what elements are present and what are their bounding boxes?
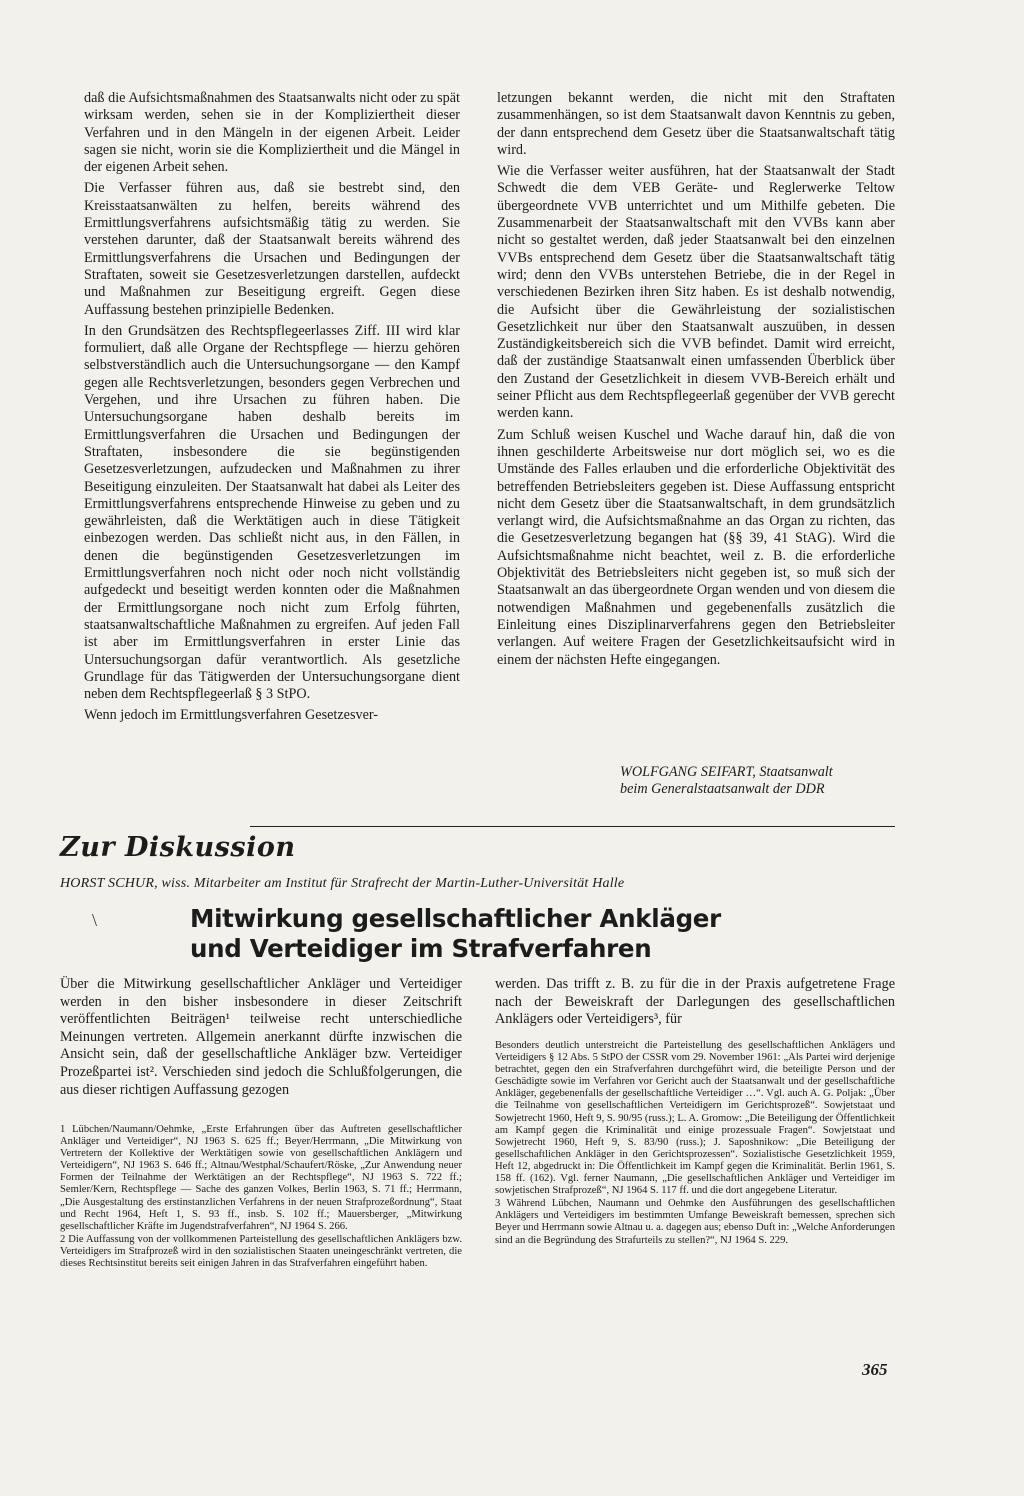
- footnote: 3 Während Lübchen, Naumann und Oehmke den Ausführungen des gesellschaftlichen Anklägers und Verteidigers im bestimmten Umfange Beweiskraft bemessen, sprechen sich Beyer und Herrmann sowie Altnau u. a. dagegen aus; ebenso Duft in: „Welche Anforderungen sind an die Begründung des Strafurteils zu stellen?“, NJ 1964 S. 229.: [495, 1198, 895, 1246]
- article-title: [190, 904, 890, 964]
- article-body-right: [495, 976, 895, 1033]
- footnotes-left: [60, 1124, 462, 1271]
- paragraph: Wie die Verfasser weiter ausführen, hat der Staatsanwalt der Stadt Schwedt die dem VEB Geräte- und Reglerwerke Teltow übergeordnete VVB unterrichtet und um Mithilfe gebeten. Die Zusammenarbeit der Staatsanwaltschaft mit den VVBs kann aber nicht so gestaltet werden, daß jeder Staatsanwalt bei den einzelnen VVBs entsprechend dem Gesetz über die Staatsanwaltschaft tätig wird; denn den VVBs unterstehen Betriebe, die in der Regel in verschiedenen Bezirken ihren Sitz haben. Es ist deshalb notwendig, die Aufsicht über die Gewährleistung der sozialistischen Gesetzlichkeit nur über den Staatsanwalt auszuüben, in dessen Zuständigkeitsbereich sich die VVB befindet. Damit wird erreicht, daß der zuständige Staatsanwalt einen umfassenden Überblick über den Zustand der Gesetzlichkeit in diesem VVB-Bereich erhält und seiner Pflicht aus dem Rechtspflegeerlaß gegenüber der VVB gerecht werden kann.: [497, 163, 895, 422]
- article-author-line: HORST SCHUR, wiss. Mitarbeiter am Institut für Strafrecht der Martin-Luther-Universität Halle: [60, 876, 625, 891]
- page-number: 365: [862, 1360, 888, 1379]
- signature-name: WOLFGANG SEIFART, Staatsanwalt: [620, 764, 833, 780]
- paragraph: Wenn jedoch im Ermittlungsverfahren Gesetzesver-: [84, 707, 379, 724]
- section-heading: Zur Diskussion: [60, 832, 296, 863]
- paragraph: Die Verfasser führen aus, daß sie bestrebt sind, den Kreisstaatsanwälten zu helfen, bereits während des Ermittlungsverfahrens aufsichtsmäßig tätig zu werden. Sie verstehen darunter, daß der Staatsanwalt bereits während des Ermittlungsverfahrens die Ursachen und Bedingungen der Straftaten, soweit sie Gesetzesverletzungen darstellen, aufdeckt und Maßnahmen zur Beseitigung ergreift. Gegen diese Auffassung bestehen prinzipielle Bedenken.: [84, 180, 460, 318]
- author-signature: [620, 764, 895, 799]
- paragraph: Über die Mitwirkung gesellschaftlicher Ankläger und Verteidiger werden in den bisher insbesondere in dieser Zeitschrift veröffentlichten Beiträgen¹ teilweise recht unterschiedliche Meinungen vertreten. Allgemein anerkannt dürfte inzwischen die Ansicht sein, daß der gesellschaftliche Ankläger bzw. Verteidiger Prozeßpartei ist². Verschieden sind jedoch die Schlußfolgerungen, die aus dieser richtigen Auffassung gezogen: [60, 976, 462, 1098]
- section-divider: [250, 826, 895, 827]
- footnote: 1 Lübchen/Naumann/Oehmke, „Erste Erfahrungen über das Auftreten gesellschaftlicher Ankläger und Verteidiger“, NJ 1963 S. 625 ff.; Beyer/Herrmann, „Die Mitwirkung von Vertretern der Kollektive der Werktätigen sowie von gesellschaftlichen Anklägern und Verteidigern“, NJ 1963 S. 646 ff.; Altnau/Westphal/Schaufert/Röske, „Zur Anwendung neuer Formen der Teilnahme der Werktätigen an der Rechtspflege“, NJ 1963 S. 722 ff.; Semler/Kern, Rechtspflege — Sache des ganzen Volkes, Berlin 1963, S. 71 ff.; Herrmann, „Die Ausgestaltung des erstinstanzlichen Verfahrens in der neuen Strafprozeßordnung“, Staat und Recht 1964, Heft 1, S. 93 ff., insb. S. 102 ff.; Mauersberger, „Mitwirkung gesellschaftlicher Kräfte im Jugendstrafverfahren“, NJ 1964 S. 266.: [60, 1124, 462, 1232]
- article-title-line: und Verteidiger im Strafverfahren: [190, 934, 652, 963]
- signature-affiliation: beim Generalstaatsanwalt der DDR: [620, 781, 825, 798]
- article-body-left: [60, 976, 462, 1103]
- paragraph: daß die Aufsichtsmaßnahmen des Staatsanwalts nicht oder zu spät wirksam werden, sehen sie in der Kompliziertheit dieser Verfahren und in den Mängeln in der eigenen Arbeit. Leider sagen sie nicht, worin sie die Kompliziertheit und die Mängel in der eigenen Arbeit sehen.: [84, 90, 460, 176]
- paragraph: werden. Das trifft z. B. zu für die in der Praxis aufgetretene Frage nach der Beweiskraft der Darlegungen des gesellschaftlichen Anklägers oder Verteidigers³, für: [495, 976, 895, 1028]
- paragraph: letzungen bekannt werden, die nicht mit den Straftaten zusammenhängen, so ist dem Staatsanwalt davon Kenntnis zu geben, der dann entsprechend dem Gesetz über die Staatsanwaltschaft tätig wird.: [497, 90, 895, 158]
- paragraph: Zum Schluß weisen Kuschel und Wache darauf hin, daß die von ihnen geschilderte Arbeitsweise nur dort möglich sei, wo es die Umstände des Falles erlauben und die erforderliche Objektivität des betreffenden Betriebsleiters gegeben ist. Diese Auffassung entspricht nicht dem Gesetz über die Staatsanwaltschaft, in dem grundsätzlich verlangt wird, die Aufsichtsmaßnahme an das Organ zu richten, das die Gesetzesverletzung begangen hat (§§ 39, 41 StAG). Wird die Aufsichtsmaßnahme nicht beachtet, weil z. B. die erforderliche Objektivität des Betriebsleiters nicht gegeben ist, so muß sich der Staatsanwalt an das übergeordnete Organ wenden und von diesem die notwendigen Maßnahmen und gegebenenfalls zusätzlich die Einleitung eines Disziplinarverfahrens gegen den Betriebsleiter verlangen. Auf weitere Fragen der Gesetzlichkeitsaufsicht wird in einem der nächsten Hefte eingegangen.: [497, 426, 895, 668]
- footnotes-right: [495, 1040, 895, 1248]
- margin-mark: \: [92, 910, 98, 930]
- paragraph: In den Grundsätzen des Rechtspflegeerlasses Ziff. III wird klar formuliert, daß alle Organe der Rechtspflege — hierzu gehören selbstverständlich auch die Untersuchungsorgane — den Kampf gegen alle Rechtsverletzungen, besonders gegen Verbrechen und Vergehen, und ihre Ursachen zu führen haben. Die Untersuchungsorgane haben deshalb bereits im Ermittlungsverfahren die Ursachen und Bedingungen der Straftaten, insbesondere die sie begünstigenden Gesetzesverletzungen, aufzudecken und Maßnahmen zu ihrer Beseitigung einzuleiten. Der Staatsanwalt hat dabei als Leiter des Ermittlungsverfahrens entsprechende Hinweise zu geben und zu gewährleisten, daß die Werktätigen auch in diese Tätigkeit einbezogen werden. Das schließt nicht aus, in den Fällen, in denen die begünstigenden Gesetzesverletzungen im Ermittlungsverfahren noch nicht oder noch nicht vollständig aufgedeckt und beseitigt werden konnten oder die Maßnahmen der Ermittlungsorgane noch nicht zum Erfolg führten, staatsanwaltschaftliche Maßnahmen zu ergreifen. Auf jeden Fall ist aber im Ermittlungsverfahren in erster Linie das Untersuchungsorgan dafür verantwortlich. Als gesetzliche Grundlage für das Tätigwerden der Untersuchungsorgane dient neben dem Rechtspflegeerlaß § 3 StPO.: [84, 322, 460, 703]
- article-title-line: Mitwirkung gesellschaftlicher Ankläger: [190, 904, 721, 933]
- footnote: 2 Die Auffassung von der vollkommenen Parteistellung des gesellschaftlichen Anklägers bzw. Verteidigers im Strafprozeß wird in den sozialistischen Staaten uneingeschränkt vertreten, die dieses Rechtsinstitut bereits seit einigen Jahren in das Strafverfahren eingeführt haben.: [60, 1233, 462, 1270]
- top-left-column: [84, 90, 460, 729]
- top-right-column: [497, 90, 895, 673]
- footnote: Besonders deutlich unterstreicht die Parteistellung des gesellschaftlichen Anklägers und Verteidigers § 12 Abs. 5 StPO der CSSR vom 29. November 1961: „Als Partei wird derjenige betrachtet, gegen den ein Strafverfahren durchgeführt wird, die beteiligte Person und der Geschädigte sowie im Verfahren vor Gericht auch der Staatsanwalt und der gesellschaftliche Ankläger, gegebenenfalls der gesellschaftliche Verteidiger …“. Vgl. auch A. G. Poljak: „Über die Teilnahme von gesellschaftlichen Verteidigern im Gerichtsprozeß“. Sowjetstaat und Sowjetrecht 1960, Heft 9, S. 90/95 (russ.); L. A. Gromow: „Die Beteiligung der Öffentlichkeit am Kampf gegen die Kriminalität und einige prozessuale Fragen“. Sowjetstaat und Sowjetrecht 1960, Heft 9, S. 83/90 (russ.); J. Saposhnikow: „Die Beteiligung der gesellschaftlichen Ankläger in den Gerichtsprozessen“. Sozialistische Gesetzlichkeit 1959, Heft 12, abgedruckt in: Die Öffentlichkeit im Kampf gegen die Kriminalität. Berlin 1961, S. 158 ff. (162). Vgl. ferner Naumann, „Die gesellschaftlichen Ankläger und Verteidiger im sowjetischen Strafprozeß“, NJ 1964 S. 117 ff. und die dort angegebene Literatur.: [495, 1040, 895, 1197]
